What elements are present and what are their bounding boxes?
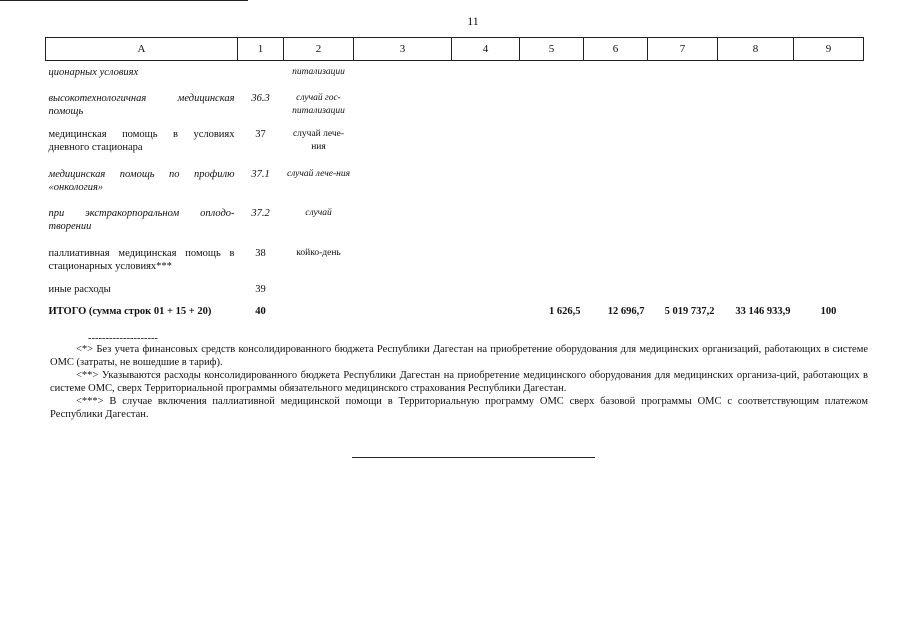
header-cell: 4 — [452, 38, 520, 61]
total-col-7: 5 019 737,2 — [664, 305, 715, 317]
table-row — [46, 201, 864, 241]
expenses-table — [45, 37, 864, 322]
row-unit: случай лече-ния — [286, 168, 351, 179]
table-row — [46, 162, 864, 201]
row-line-number: 36.3 — [251, 92, 270, 104]
total-col-6: 12 696,7 — [607, 305, 645, 317]
row-line-number: 37.1 — [251, 168, 270, 180]
total-row — [46, 300, 864, 322]
row-description: медицинская помощь в условиях дневного стационара — [48, 128, 235, 153]
footnotes — [50, 334, 868, 421]
header-cell: 1 — [238, 38, 284, 61]
row-description: при экстракорпоральном оплодо-творении — [48, 207, 235, 232]
footnote-2: <**> Указываются расходы консолидированного бюджета Республики Дагестан на приобретение медицинского оборудования для медицинских организа-ций, работающих в системе ОМС, сверх Территориальной программы обязательного медицинского страхования Республики Дагестан. — [50, 370, 868, 394]
top-rule — [0, 0, 248, 1]
total-col-9: 100 — [820, 305, 837, 317]
header-cell: 3 — [354, 38, 452, 61]
row-line-number: 37.2 — [251, 207, 270, 219]
row-unit: случай лече-ния — [292, 128, 345, 152]
end-rule — [352, 457, 595, 458]
table-row — [46, 241, 864, 279]
header-cell: 8 — [718, 38, 794, 61]
row-unit: питализации — [292, 67, 345, 77]
row-line-number — [238, 61, 284, 86]
table-row — [46, 122, 864, 162]
total-label: ИТОГО (сумма строк 01 + 15 + 20) — [48, 305, 212, 317]
total-col-8: 33 146 933,9 — [735, 305, 791, 317]
table-row — [46, 61, 864, 86]
row-unit: койко-день — [296, 247, 341, 258]
row-description: медицинская помощь по профилю «онкология» — [48, 168, 235, 193]
row-unit — [284, 279, 354, 300]
row-unit: случай — [305, 207, 332, 218]
header-cell: 9 — [794, 38, 864, 61]
table-row — [46, 279, 864, 300]
row-line-number: 37 — [255, 128, 266, 140]
header-cell: 5 — [520, 38, 584, 61]
row-line-number: 39 — [255, 283, 266, 295]
row-description: иные расходы — [48, 283, 111, 295]
row-description: высокотехнологичная медицинская помощь — [48, 92, 235, 117]
row-line-number: 38 — [255, 247, 266, 259]
total-line-number: 40 — [255, 305, 266, 317]
row-description: паллиативная медицинская помощь в стационарных условиях*** — [48, 247, 235, 272]
table-row — [46, 86, 864, 122]
table-header-row — [46, 38, 864, 61]
header-cell: 6 — [584, 38, 648, 61]
header-cell: 7 — [648, 38, 718, 61]
page-number: 11 — [467, 14, 479, 28]
footnote-3: <***> В случае включения паллиативной медицинской помощи в Территориальную программу ОМС сверх базовой программы ОМС с соответствующим платежом Республики Дагестан. — [50, 396, 868, 420]
footnote-1: <*> Без учета финансовых средств консолидированного бюджета Республики Дагестан на приобретение оборудования для медицинских организаций, работающих в системе ОМС (затраты, не вошедшие в тариф). — [50, 344, 868, 368]
total-col-5: 1 626,5 — [549, 305, 581, 317]
header-cell: А — [46, 38, 238, 61]
footnote-separator: -------------------- — [88, 333, 158, 344]
row-description: ционарных условиях — [48, 67, 139, 78]
row-unit: случай гос-питализации — [292, 92, 345, 116]
header-cell: 2 — [284, 38, 354, 61]
